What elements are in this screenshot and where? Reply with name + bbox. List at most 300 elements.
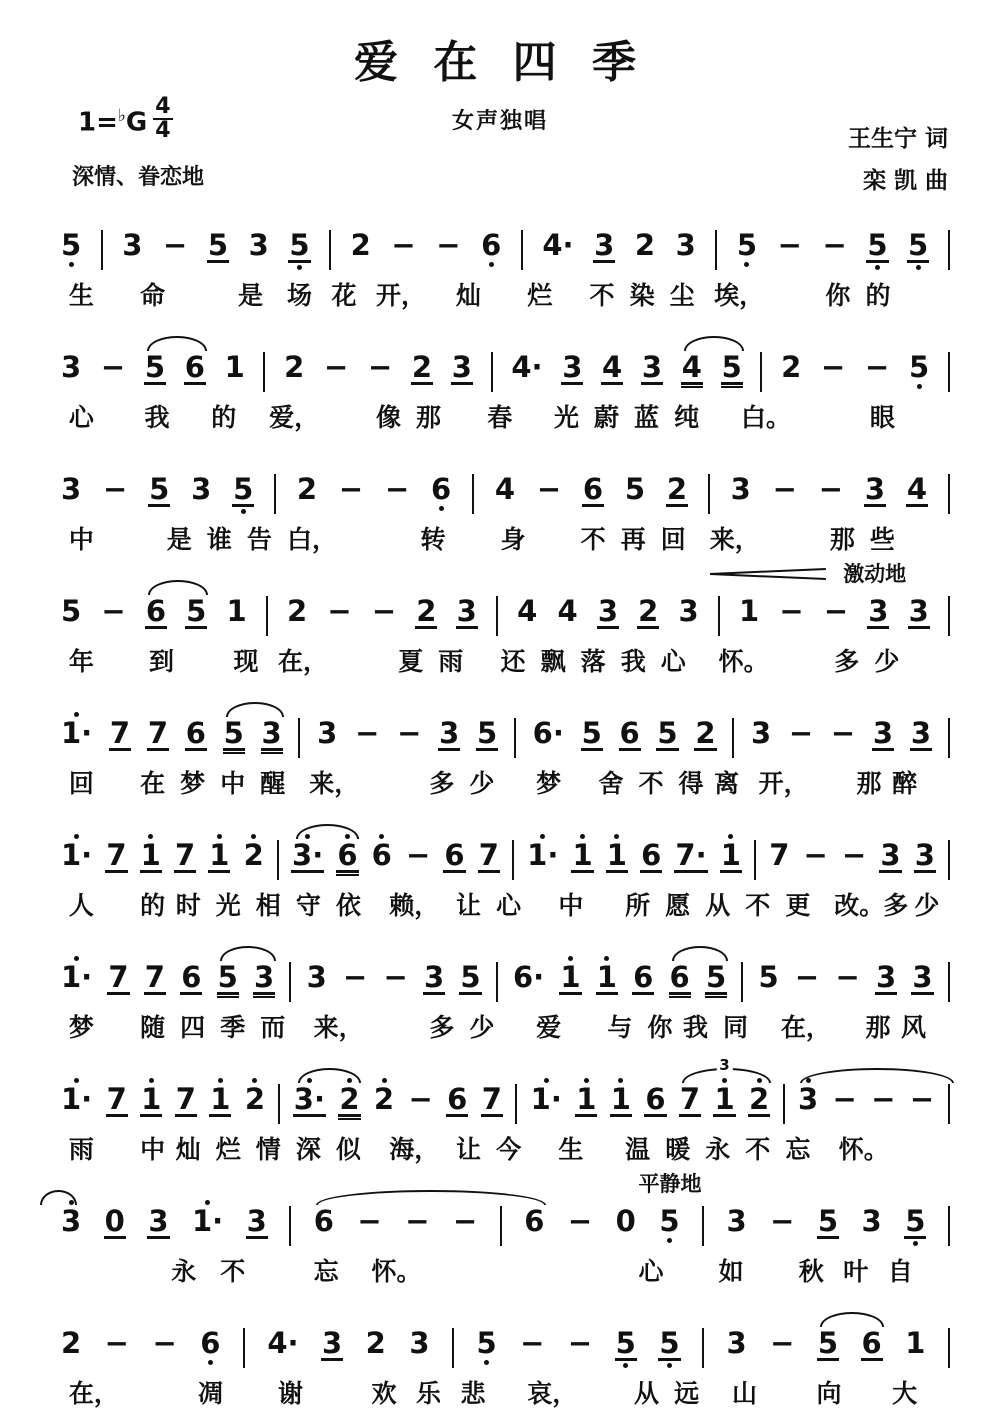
note-token: 1· bbox=[530, 1076, 563, 1122]
barline bbox=[500, 1198, 502, 1246]
dash-token: − bbox=[104, 1320, 130, 1366]
octave-dot-below bbox=[606, 873, 628, 881]
octave-dot-below bbox=[443, 873, 465, 881]
note-token: 3 bbox=[911, 954, 933, 1003]
note-token: 5 bbox=[148, 466, 170, 515]
note-token: 5 bbox=[185, 588, 207, 637]
octave-dot-below bbox=[107, 995, 129, 1003]
octave-dot-below bbox=[60, 260, 82, 268]
lyric-syllable: 怀。 bbox=[838, 1135, 889, 1164]
lyric-syllable: 怀。 bbox=[718, 647, 769, 676]
note-token: 3 bbox=[451, 344, 473, 393]
note-token: 3 bbox=[861, 1198, 883, 1244]
barline bbox=[512, 832, 514, 880]
lyric-syllable: 还 bbox=[500, 647, 526, 676]
composer-credit: 栾 凯 曲 bbox=[862, 168, 948, 194]
note-token: 2 bbox=[634, 222, 656, 268]
barline bbox=[718, 588, 720, 636]
barline bbox=[708, 466, 710, 514]
lyric-syllable: 雨 bbox=[68, 1135, 94, 1164]
notes-row bbox=[60, 832, 950, 881]
lyric-syllable: 不 bbox=[638, 769, 664, 798]
octave-dot-below bbox=[446, 1117, 468, 1125]
octave-dot-below bbox=[736, 260, 758, 268]
note-token: 5 bbox=[721, 344, 743, 393]
lyric-syllable: 生 bbox=[558, 1135, 584, 1164]
dash-token: − bbox=[909, 1076, 935, 1122]
note-token: 3 bbox=[908, 588, 930, 637]
lyric-syllable: 爱， bbox=[269, 403, 320, 432]
lyrics-row bbox=[60, 1008, 950, 1040]
note-token: 3 bbox=[408, 1320, 430, 1366]
dash-token: − bbox=[356, 1198, 382, 1244]
slur-arc bbox=[296, 824, 359, 839]
lyric-syllable: 的 bbox=[140, 891, 166, 920]
note-token: 4· bbox=[510, 344, 543, 390]
note-token: 1· bbox=[60, 710, 93, 756]
octave-dot-below bbox=[866, 263, 888, 271]
lyric-syllable: 灿 bbox=[175, 1135, 201, 1164]
score-line bbox=[60, 1290, 950, 1412]
lyric-syllable: 那 bbox=[856, 769, 882, 798]
note-token: 6 bbox=[185, 710, 207, 759]
lyric-syllable: 醒 bbox=[260, 769, 286, 798]
dash-token: − bbox=[803, 832, 829, 878]
octave-dot-below bbox=[199, 1358, 221, 1366]
note-token: 1 bbox=[606, 832, 628, 881]
score-line bbox=[60, 192, 950, 314]
note-token: 6· bbox=[532, 710, 565, 756]
lyric-syllable: 光 bbox=[553, 403, 579, 432]
lyric-syllable: 谢 bbox=[278, 1379, 304, 1408]
note-token: 1 bbox=[571, 832, 593, 881]
score-line bbox=[60, 1046, 950, 1168]
octave-dot-below bbox=[185, 751, 207, 759]
lyric-syllable: 的 bbox=[865, 281, 891, 310]
lyric-syllable: 人 bbox=[68, 891, 94, 920]
notes-row bbox=[60, 588, 950, 637]
octave-dot-below bbox=[207, 263, 229, 271]
lyric-syllable: 不 bbox=[220, 1257, 246, 1286]
dash-token: − bbox=[371, 588, 397, 634]
note-token: 7 bbox=[481, 1076, 503, 1125]
dash-token: − bbox=[354, 710, 380, 756]
lyrics-row bbox=[60, 1374, 950, 1406]
barline bbox=[496, 954, 498, 1002]
note-token: 4 bbox=[494, 466, 516, 512]
note-token: 6 bbox=[199, 1320, 221, 1366]
octave-dot-below bbox=[908, 382, 930, 390]
note-token: 6 bbox=[632, 954, 654, 1003]
barline bbox=[491, 344, 493, 392]
lyric-syllable: 不 bbox=[580, 525, 606, 554]
octave-dot-below bbox=[148, 507, 170, 515]
octave-dot-below bbox=[720, 873, 742, 881]
note-token: 1· bbox=[191, 1198, 224, 1244]
barline bbox=[298, 710, 300, 758]
barline bbox=[452, 1320, 454, 1368]
lyric-syllable: 悲 bbox=[460, 1379, 486, 1408]
slur-arc bbox=[147, 336, 206, 351]
dash-token: − bbox=[100, 344, 126, 390]
note-token: 1 bbox=[738, 588, 760, 634]
lyric-syllable: 温 bbox=[625, 1135, 651, 1164]
note-token: 3 bbox=[864, 466, 886, 515]
octave-dot-below bbox=[174, 873, 196, 881]
lyric-syllable: 不 bbox=[745, 891, 771, 920]
octave-dot-below bbox=[147, 751, 169, 759]
barline bbox=[243, 1320, 245, 1368]
note-token: 2 bbox=[338, 1076, 360, 1125]
lyric-syllable: 少 bbox=[469, 1013, 495, 1042]
note-token: 2 bbox=[283, 344, 305, 390]
lyric-syllable: 从 bbox=[705, 891, 731, 920]
barline bbox=[754, 832, 756, 880]
lyric-syllable: 更 bbox=[785, 891, 811, 920]
note-token: 3 bbox=[253, 954, 275, 1003]
octave-dot-below bbox=[658, 1361, 680, 1369]
lyric-syllable: 远 bbox=[674, 1379, 700, 1408]
note-token: 5 bbox=[217, 954, 239, 1003]
note-token: 3 bbox=[750, 710, 772, 756]
dash-token: − bbox=[777, 222, 803, 268]
note-token: 1 bbox=[209, 1076, 231, 1125]
octave-dot-below bbox=[476, 751, 498, 759]
dash-token: − bbox=[382, 954, 408, 1000]
lyric-syllable: 多 bbox=[883, 891, 909, 920]
octave-dot-below bbox=[872, 751, 894, 759]
notes-row bbox=[60, 222, 950, 271]
lyric-syllable: 欢 bbox=[371, 1379, 397, 1408]
lyrics-row bbox=[60, 398, 950, 430]
octave-dot-below bbox=[106, 1117, 128, 1125]
octave-dot-below bbox=[184, 385, 206, 393]
octave-dot-below bbox=[321, 1361, 343, 1369]
note-token: 6· bbox=[512, 954, 545, 1000]
flat-sign: ♭ bbox=[117, 105, 126, 126]
lyric-syllable: 多 bbox=[834, 647, 860, 676]
dash-token: − bbox=[820, 344, 846, 390]
barline bbox=[496, 588, 498, 636]
octave-dot-below bbox=[615, 1361, 637, 1369]
lyric-syllable: 山 bbox=[731, 1379, 757, 1408]
notes-row bbox=[60, 1198, 950, 1247]
lyric-syllable: 开， bbox=[375, 281, 426, 310]
lyric-syllable: 守 bbox=[295, 891, 321, 920]
note-token: 1 bbox=[224, 344, 246, 390]
lyric-syllable: 告 bbox=[246, 525, 272, 554]
note-token: 3 bbox=[60, 466, 82, 512]
key-prefix: 1= bbox=[78, 107, 118, 138]
note-token: 5 bbox=[581, 710, 603, 759]
note-token: 7 bbox=[175, 1076, 197, 1125]
lyric-syllable: 是 bbox=[238, 281, 264, 310]
barline bbox=[741, 954, 743, 1002]
octave-dot-below bbox=[610, 1117, 632, 1125]
lyric-syllable: 光 bbox=[215, 891, 241, 920]
note-token: 6 bbox=[430, 466, 452, 512]
barline bbox=[783, 1076, 785, 1124]
dash-token: − bbox=[519, 1320, 545, 1366]
note-token: 4 bbox=[556, 588, 578, 634]
score-line bbox=[60, 558, 950, 680]
lyric-syllable: 中 bbox=[140, 1135, 166, 1164]
note-token: 1 bbox=[140, 832, 162, 881]
note-token: 6 bbox=[184, 344, 206, 393]
dash-token: − bbox=[342, 954, 368, 1000]
lyrics-row bbox=[60, 276, 950, 308]
dash-token: − bbox=[769, 1320, 795, 1366]
lyric-syllable: 让 bbox=[456, 1135, 482, 1164]
octave-dot-below bbox=[694, 751, 716, 759]
note-token: 2 bbox=[286, 588, 308, 634]
lyrics-row bbox=[60, 642, 950, 674]
octave-dot-below bbox=[879, 873, 901, 881]
lyric-syllable: 秋 bbox=[798, 1257, 824, 1286]
note-token: 6 bbox=[523, 1198, 545, 1244]
notes-row bbox=[60, 710, 950, 759]
note-token: 2 bbox=[411, 344, 433, 393]
note-token: 1 bbox=[140, 1076, 162, 1125]
slur-arc bbox=[298, 1068, 361, 1083]
octave-dot-below bbox=[910, 751, 932, 759]
lyric-syllable: 依 bbox=[335, 891, 361, 920]
note-token: 5 bbox=[736, 222, 758, 268]
note-token: 7 bbox=[106, 1076, 128, 1125]
note-token: 3 bbox=[597, 588, 619, 637]
dash-token: − bbox=[404, 1198, 430, 1244]
lyric-syllable: 像 bbox=[375, 403, 401, 432]
dash-token: − bbox=[384, 466, 410, 512]
note-token: 6 bbox=[313, 1198, 335, 1244]
rest-token: 0 bbox=[104, 1198, 126, 1247]
note-token: 7 bbox=[679, 1076, 701, 1125]
note-token: 3 bbox=[875, 954, 897, 1003]
lyric-syllable: 自 bbox=[887, 1257, 913, 1286]
lyric-syllable: 心 bbox=[68, 403, 94, 432]
barline bbox=[514, 710, 516, 758]
barline bbox=[263, 344, 265, 392]
barline bbox=[101, 222, 103, 270]
octave-dot-below bbox=[601, 385, 623, 393]
note-token: 1 bbox=[610, 1076, 632, 1125]
note-token: 3 bbox=[423, 954, 445, 1003]
octave-dot-below bbox=[817, 1239, 839, 1247]
lyric-syllable: 心 bbox=[638, 1257, 664, 1286]
note-token: 6 bbox=[644, 1076, 666, 1125]
rest-token: 0 bbox=[615, 1198, 637, 1244]
dash-token: − bbox=[830, 710, 856, 756]
dash-token: − bbox=[435, 222, 461, 268]
lyric-syllable: 随 bbox=[140, 1013, 166, 1042]
lyric-syllable: 同 bbox=[723, 1013, 749, 1042]
slur-arc bbox=[226, 702, 283, 717]
barline bbox=[702, 1198, 704, 1246]
lyric-syllable: 从 bbox=[634, 1379, 660, 1408]
lyric-syllable: 季 bbox=[220, 1013, 246, 1042]
lyric-syllable: 乐 bbox=[416, 1379, 442, 1408]
lyric-syllable: 那 bbox=[829, 525, 855, 554]
note-token: 2 bbox=[748, 1076, 770, 1125]
score-line bbox=[60, 314, 950, 436]
lyric-syllable: 在， bbox=[278, 647, 329, 676]
lyrics-row bbox=[60, 1130, 950, 1162]
octave-dot-below bbox=[104, 1239, 126, 1247]
lyric-syllable: 少 bbox=[914, 891, 940, 920]
note-token: 3 bbox=[190, 466, 212, 512]
lyric-syllable: 回 bbox=[68, 769, 94, 798]
lyric-syllable: 尘 bbox=[669, 281, 695, 310]
octave-dot-below bbox=[674, 873, 707, 881]
octave-dot-below bbox=[861, 1361, 883, 1369]
dash-token: − bbox=[772, 466, 798, 512]
octave-dot-below bbox=[293, 1117, 326, 1125]
octave-dot-below bbox=[459, 995, 481, 1003]
note-token: 5 bbox=[904, 1198, 926, 1247]
note-token: 5 bbox=[907, 222, 929, 271]
octave-dot-below bbox=[246, 1239, 268, 1247]
octave-dot-below bbox=[144, 385, 166, 393]
note-token: 7 bbox=[105, 832, 127, 881]
note-token: 3 bbox=[60, 344, 82, 390]
note-token: 2 bbox=[694, 710, 716, 759]
note-token: 4 bbox=[906, 466, 928, 515]
octave-dot-below bbox=[456, 629, 478, 637]
dash-token: − bbox=[407, 1076, 433, 1122]
meter-denominator: 4 bbox=[155, 118, 171, 143]
lyric-syllable: 少 bbox=[469, 769, 495, 798]
barline bbox=[948, 466, 950, 514]
note-token: 1 bbox=[226, 588, 248, 634]
dash-token: − bbox=[151, 1320, 177, 1366]
notes-row bbox=[60, 466, 950, 515]
slur-arc bbox=[40, 1190, 77, 1205]
lyric-syllable: 不 bbox=[589, 281, 615, 310]
note-token: 5 bbox=[232, 466, 254, 515]
dash-token: − bbox=[794, 954, 820, 1000]
lyrics-row bbox=[60, 520, 950, 552]
lyric-syllable: 雨 bbox=[438, 647, 464, 676]
note-token: 5 bbox=[705, 954, 727, 1003]
lyric-syllable: 蔚 bbox=[594, 403, 620, 432]
dash-token: − bbox=[567, 1320, 593, 1366]
octave-dot-below bbox=[175, 1117, 197, 1125]
lyric-syllable: 少 bbox=[874, 647, 900, 676]
octave-dot-below bbox=[411, 385, 433, 393]
lyric-syllable: 那 bbox=[865, 1013, 891, 1042]
lyric-syllable: 如 bbox=[718, 1257, 744, 1286]
lyric-syllable: 得 bbox=[678, 769, 704, 798]
note-token: 5 bbox=[476, 710, 498, 759]
slur-arc bbox=[148, 580, 207, 595]
note-token: 5 bbox=[658, 1198, 680, 1244]
barline bbox=[329, 222, 331, 270]
lyric-syllable: 赖， bbox=[389, 891, 440, 920]
octave-dot-below bbox=[559, 995, 581, 1003]
note-token: 5 bbox=[60, 588, 82, 634]
note-token: 6 bbox=[336, 832, 358, 881]
octave-dot-below bbox=[906, 507, 928, 515]
lyric-syllable: 在， bbox=[68, 1379, 119, 1408]
note-token: 5 bbox=[615, 1320, 637, 1369]
note-token: 3 bbox=[306, 954, 328, 1000]
note-token: 3 bbox=[914, 832, 936, 881]
lyric-syllable: 夏 bbox=[398, 647, 424, 676]
lyric-syllable: 我 bbox=[683, 1013, 709, 1042]
note-token: 3 bbox=[867, 588, 889, 637]
note-token: 3 bbox=[246, 1198, 268, 1247]
note-token: 1· bbox=[526, 832, 559, 878]
lyrics-row bbox=[60, 1252, 950, 1284]
dash-token: − bbox=[326, 588, 352, 634]
note-token: 6 bbox=[669, 954, 691, 1003]
barline bbox=[948, 1076, 950, 1124]
note-token: 4· bbox=[266, 1320, 299, 1366]
lyric-syllable: 灿 bbox=[456, 281, 482, 310]
lyric-syllable: 来， bbox=[309, 769, 360, 798]
dash-token: − bbox=[864, 344, 890, 390]
barline bbox=[277, 832, 279, 880]
barline bbox=[266, 588, 268, 636]
lyric-syllable: 春 bbox=[487, 403, 513, 432]
lyric-syllable: 梦 bbox=[68, 1013, 94, 1042]
lyric-syllable: 生 bbox=[68, 281, 94, 310]
barline bbox=[289, 954, 291, 1002]
lyric-syllable: 你 bbox=[825, 281, 851, 310]
tuplet-number: 3 bbox=[716, 1056, 732, 1074]
barline bbox=[760, 344, 762, 392]
note-token: 3· bbox=[291, 832, 324, 881]
lyric-syllable: 凋 bbox=[197, 1379, 223, 1408]
note-token: 5 bbox=[624, 466, 646, 512]
lyric-syllable: 而 bbox=[260, 1013, 286, 1042]
octave-dot-below bbox=[208, 873, 230, 881]
octave-dot-below bbox=[817, 1361, 839, 1369]
barline bbox=[948, 588, 950, 636]
lyric-syllable: 梦 bbox=[536, 769, 562, 798]
lyric-syllable: 中 bbox=[558, 891, 584, 920]
octave-dot-below bbox=[430, 504, 452, 512]
octave-dot-below bbox=[713, 1117, 735, 1125]
slur-arc bbox=[316, 1190, 545, 1205]
octave-dot-below bbox=[415, 629, 437, 637]
note-token: 1 bbox=[720, 832, 742, 881]
key-letter: G bbox=[125, 107, 148, 138]
note-token: 3 bbox=[456, 588, 478, 637]
octave-dot-below bbox=[656, 751, 678, 759]
note-token: 5 bbox=[817, 1198, 839, 1247]
lyric-syllable: 回 bbox=[660, 525, 686, 554]
note-token: 1 bbox=[904, 1320, 926, 1366]
barline bbox=[948, 222, 950, 270]
octave-dot-below bbox=[140, 873, 162, 881]
note-token: 6 bbox=[371, 832, 393, 878]
slur-arc bbox=[800, 1068, 953, 1083]
octave-dot-below bbox=[748, 1117, 770, 1125]
note-token: 3 bbox=[725, 1320, 747, 1366]
tempo-marking: 深情、眷恋地 bbox=[72, 165, 205, 190]
barline bbox=[289, 1198, 291, 1246]
lyric-syllable: 时 bbox=[175, 891, 201, 920]
score-line bbox=[60, 680, 950, 802]
lyric-syllable: 醉 bbox=[892, 769, 918, 798]
lyrics-row bbox=[60, 886, 950, 918]
note-token: 1· bbox=[60, 832, 93, 878]
note-token: 1 bbox=[208, 832, 230, 881]
note-token: 4 bbox=[681, 344, 703, 393]
note-token: 7 bbox=[478, 832, 500, 881]
lyric-syllable: 大 bbox=[892, 1379, 918, 1408]
